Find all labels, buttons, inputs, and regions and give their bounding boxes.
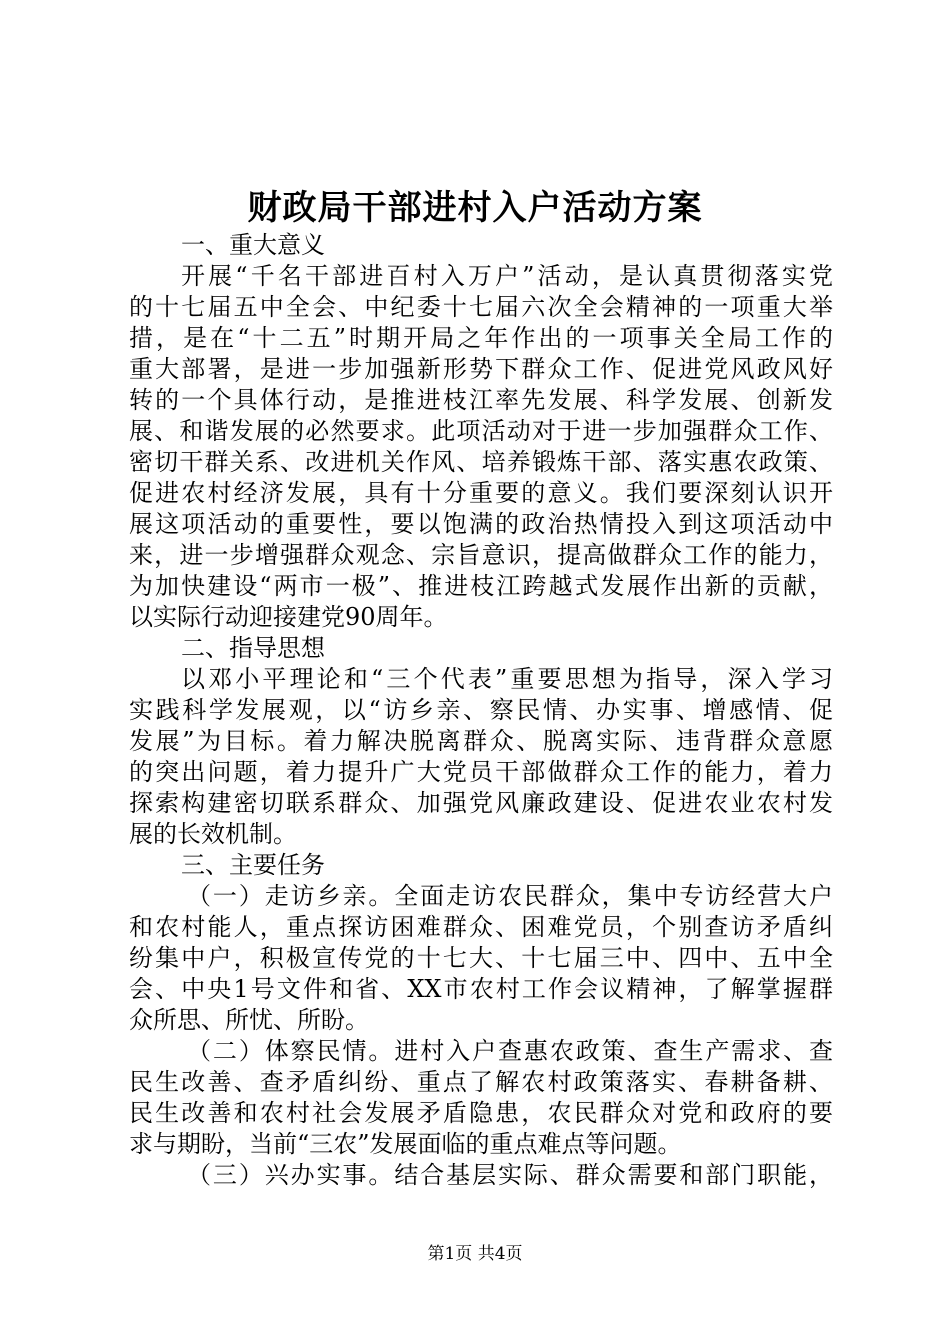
paragraph-line: 纷集中户，积极宣传党的十七大、十七届三中、四中、五中全: [129, 944, 833, 972]
paragraph-line: 探索构建密切联系群众、加强党风廉政建设、促进农业农村发: [129, 789, 833, 817]
paragraph-line: 和农村能人，重点探访困难群众、困难党员，个别查访矛盾纠: [129, 913, 833, 941]
paragraph-line: 密切干群关系、改进机关作风、培养锻炼干部、落实惠农政策、: [129, 448, 833, 476]
paragraph-line: 会、中央1号文件和省、XX市农村工作会议精神，了解掌握群: [129, 975, 833, 1003]
paragraph-line: 展、和谐发展的必然要求。此项活动对于进一步加强群众工作、: [129, 417, 833, 445]
paragraph-last-line: 求与期盼，当前“三农”发展面临的重点难点等问题。: [129, 1130, 682, 1158]
paragraph-last-line: 展的长效机制。: [129, 820, 297, 848]
paragraph-first-line: （三）兴办实事。结合基层实际、群众需要和部门职能，: [187, 1161, 833, 1189]
paragraph-line: 民生改善和农村社会发展矛盾隐患，农民群众对党和政府的要: [129, 1099, 833, 1127]
paragraph-line: 转的一个具体行动，是推进枝江率先发展、科学发展、创新发: [129, 386, 833, 414]
paragraph-line: 为加快建设“两市一极”、推进枝江跨越式发展作出新的贡献，: [129, 572, 833, 600]
paragraph-line: 促进农村经济发展，具有十分重要的意义。我们要深刻认识开: [129, 479, 833, 507]
paragraph-last-line: 众所思、所忧、所盼。: [129, 1006, 369, 1034]
paragraph-last-line: 以实际行动迎接建党90周年。: [129, 603, 448, 631]
paragraph-first-line: 开展“千名干部进百村入万户”活动，是认真贯彻落实党: [181, 262, 833, 290]
paragraph-line: 的突出问题，着力提升广大党员干部做群众工作的能力，着力: [129, 758, 833, 786]
paragraph-first-line: 以邓小平理论和“三个代表”重要思想为指导，深入学习: [181, 665, 833, 693]
document-body: [129, 230, 833, 1191]
paragraph-line: 来，进一步增强群众观念、宗旨意识，提高做群众工作的能力，: [129, 541, 833, 569]
paragraph-line: 民生改善、查矛盾纠纷、重点了解农村政策落实、春耕备耕、: [129, 1068, 833, 1096]
section-heading: 三、主要任务: [181, 851, 325, 879]
paragraph-line: 的十七届五中全会、中纪委十七届六次全会精神的一项重大举: [129, 293, 833, 321]
page-footer: 第1页 共4页: [427, 1244, 523, 1264]
paragraph-first-line: （二）体察民情。进村入户查惠农政策、查生产需求、查: [187, 1037, 833, 1065]
paragraph-first-line: （一）走访乡亲。全面走访农民群众，集中专访经营大户: [187, 882, 833, 910]
paragraph-line: 发展”为目标。着力解决脱离群众、脱离实际、违背群众意愿: [129, 727, 833, 755]
paragraph-line: 展这项活动的重要性，要以饱满的政治热情投入到这项活动中: [129, 510, 833, 538]
paragraph-line: 实践科学发展观，以“访乡亲、察民情、办实事、增感情、促: [129, 696, 833, 724]
section-heading: 一、重大意义: [181, 231, 325, 259]
paragraph-line: 重大部署，是进一步加强新形势下群众工作、促进党风政风好: [129, 355, 833, 383]
section-heading: 二、指导思想: [181, 634, 325, 662]
paragraph-line: 措，是在“十二五”时期开局之年作出的一项事关全局工作的: [129, 324, 833, 352]
document-title: 财政局干部进村入户活动方案: [247, 188, 703, 228]
